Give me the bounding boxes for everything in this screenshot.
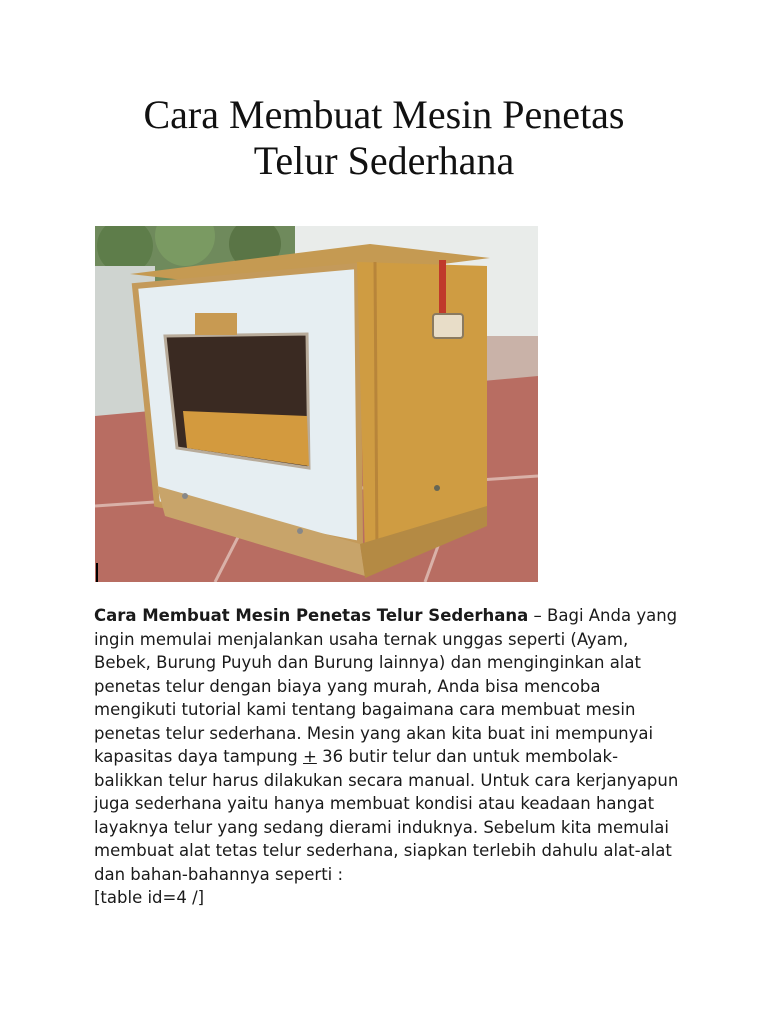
title-line-1: Cara Membuat Mesin Penetas bbox=[143, 92, 625, 137]
article-line: penetas telur sederhana. Mesin yang akan kita buat ini mempunyai bbox=[94, 723, 654, 743]
article-line: Bebek, Burung Puyuh dan Burung lainnya) dan menginginkan alat bbox=[94, 653, 641, 672]
article-line: membuat alat tetas telur sederhana, siapkan terlebih dahulu alat-alat bbox=[94, 841, 672, 860]
capacity-prefix: kapasitas daya tampung bbox=[94, 747, 304, 766]
document-title bbox=[0, 92, 768, 184]
article-line bbox=[94, 745, 674, 769]
capacity-suffix: 36 butir telur dan untuk membolak- bbox=[316, 747, 619, 766]
article-line: juga sederhana yaitu hanya membuat kondisi atau keadaan hangat bbox=[94, 794, 655, 813]
article-line: ingin memulai menjalankan usaha ternak unggas seperti (Ayam, bbox=[94, 629, 629, 649]
article-line bbox=[94, 604, 678, 628]
plus-minus-sign: + bbox=[303, 747, 317, 766]
text-cursor-mark bbox=[96, 563, 98, 582]
article-body bbox=[94, 604, 679, 910]
article-line: mengikuti tutorial kami tentang bagaimana cara membuat mesin bbox=[94, 700, 636, 719]
article-line: balikkan telur harus dilakukan secara manual. Untuk cara kerjanyapun bbox=[94, 770, 679, 790]
table-shortcode: [table id=4 /] bbox=[94, 888, 205, 907]
article-lead-rest: – Bagi Anda yang bbox=[528, 606, 678, 625]
incubator-photo bbox=[95, 226, 538, 582]
title-line-2: Telur Sederhana bbox=[253, 138, 515, 183]
article-line: dan bahan-bahannya seperti : bbox=[94, 864, 344, 884]
article-lead-bold: Cara Membuat Mesin Penetas Telur Sederhana bbox=[94, 606, 529, 625]
article-line: layaknya telur yang sedang dierami induknya. Sebelum kita memulai bbox=[94, 817, 669, 837]
article-line: penetas telur dengan biaya yang murah, Anda bisa mencoba bbox=[94, 676, 601, 696]
